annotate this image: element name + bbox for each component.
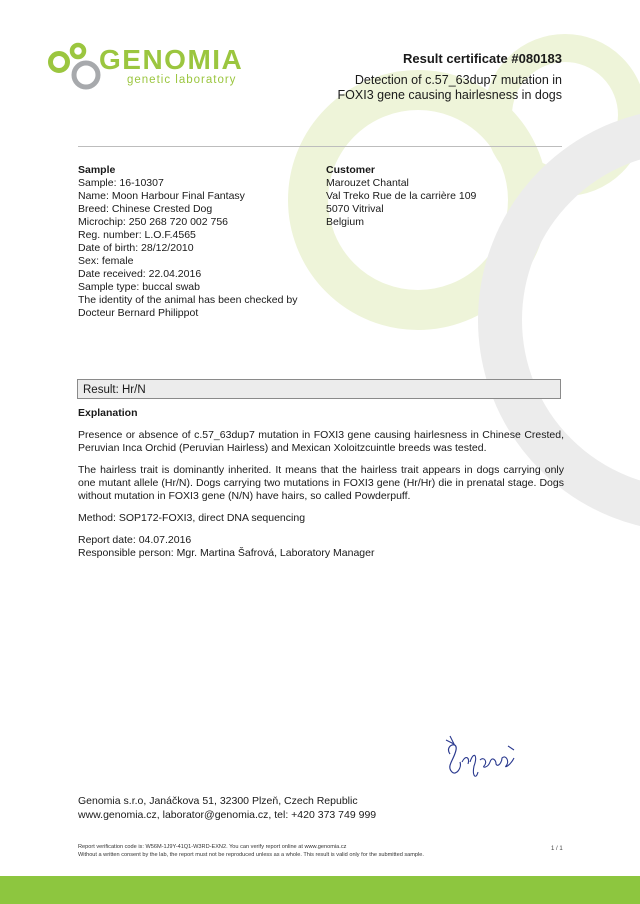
page-number: 1 / 1 [551, 846, 563, 852]
sample-line: Sample: 16-10307 [78, 177, 164, 189]
description-line-2: FOXI3 gene causing hairlesness in dogs [337, 88, 562, 102]
logo-circles-icon [44, 40, 104, 100]
sample-line: Sample type: buccal swab [78, 281, 200, 293]
description-line-1: Detection of c.57_63dup7 mutation in [354, 73, 562, 87]
fine-print [78, 843, 424, 859]
explanation-heading: Explanation [78, 407, 138, 419]
sample-line: Date of birth: 28/12/2010 [78, 242, 194, 254]
footer-address-block [78, 794, 376, 822]
header-divider [78, 146, 562, 147]
sample-line: Breed: Chinese Crested Dog [78, 203, 213, 215]
responsible-person: Responsible person: Mgr. Martina Šafrová, Laboratory Manager [78, 547, 375, 559]
sample-line: Sex: female [78, 255, 134, 267]
consent-note: Without a written consent by the lab, the report must not be reproduced unless as a whole. This result is valid only for the submitted sample. [78, 852, 424, 858]
customer-line: Belgium [326, 216, 364, 228]
logo-wordmark: GENOMIA [99, 44, 244, 75]
logo-tagline-laboratory: laboratory [175, 74, 237, 86]
sample-line: Reg. number: L.O.F.4565 [78, 229, 196, 241]
company-address: Genomia s.r.o, Janáčkova 51, 32300 Plzeň, Czech Republic [78, 795, 358, 807]
logo-tagline [127, 74, 236, 86]
certificate-number: Result certificate #080183 [403, 51, 562, 66]
customer-line: Val Treko Rue de la carrière 109 [326, 190, 477, 202]
explanation-section [78, 407, 564, 560]
sample-line: Microchip: 250 268 720 002 756 [78, 216, 229, 228]
sample-line: Name: Moon Harbour Final Fantasy [78, 190, 245, 202]
sample-section [78, 164, 318, 320]
customer-heading: Customer [326, 164, 376, 176]
method-text: Method: SOP172-FOXI3, direct DNA sequencing [78, 512, 306, 524]
company-contact: www.genomia.cz, laborator@genomia.cz, tel: +420 373 749 999 [78, 809, 377, 821]
customer-line: Marouzet Chantal [326, 177, 409, 189]
customer-section [326, 164, 556, 229]
sample-heading: Sample [78, 164, 116, 176]
bottom-green-bar [0, 876, 640, 904]
sample-line: Date received: 22.04.2016 [78, 268, 202, 280]
logo-tagline-genetic: genetic [127, 74, 172, 86]
sample-line: The identity of the animal has been checked by [78, 294, 298, 306]
report-date: Report date: 04.07.2016 [78, 534, 192, 546]
certificate-description [302, 73, 562, 103]
customer-line: 5070 Vitrival [326, 203, 384, 215]
handwritten-signature [440, 732, 530, 792]
sample-line: Docteur Bernard Philippot [78, 307, 199, 319]
explanation-paragraph-1: Presence or absence of c.57_63dup7 mutation in FOXI3 gene causing hairlesness in Chinese Crested, Peruvian Inca Orchid (Peruvian Hairless) and Mexican Xoloitzcuintle breeds was tested. [78, 429, 564, 454]
explanation-paragraph-2: The hairless trait is dominantly inherited. It means that the hairless trait appears in dogs carrying only one mutant allele (Hr/N). Dogs carrying two mutations in FOXI3 gene (Hr/Hr) die in prenatal stage. Dogs without mutation in FOXI3 gene (N/N) have hairs, so called Powderpuff. [78, 464, 564, 502]
genomia-logo [44, 40, 284, 100]
result-box: Result: Hr/N [77, 379, 561, 399]
verification-note: Report verification code is: W56M-1J9Y-41Q1-W3RD-EXN2. You can verify report online at www.genomia.cz [78, 844, 347, 850]
